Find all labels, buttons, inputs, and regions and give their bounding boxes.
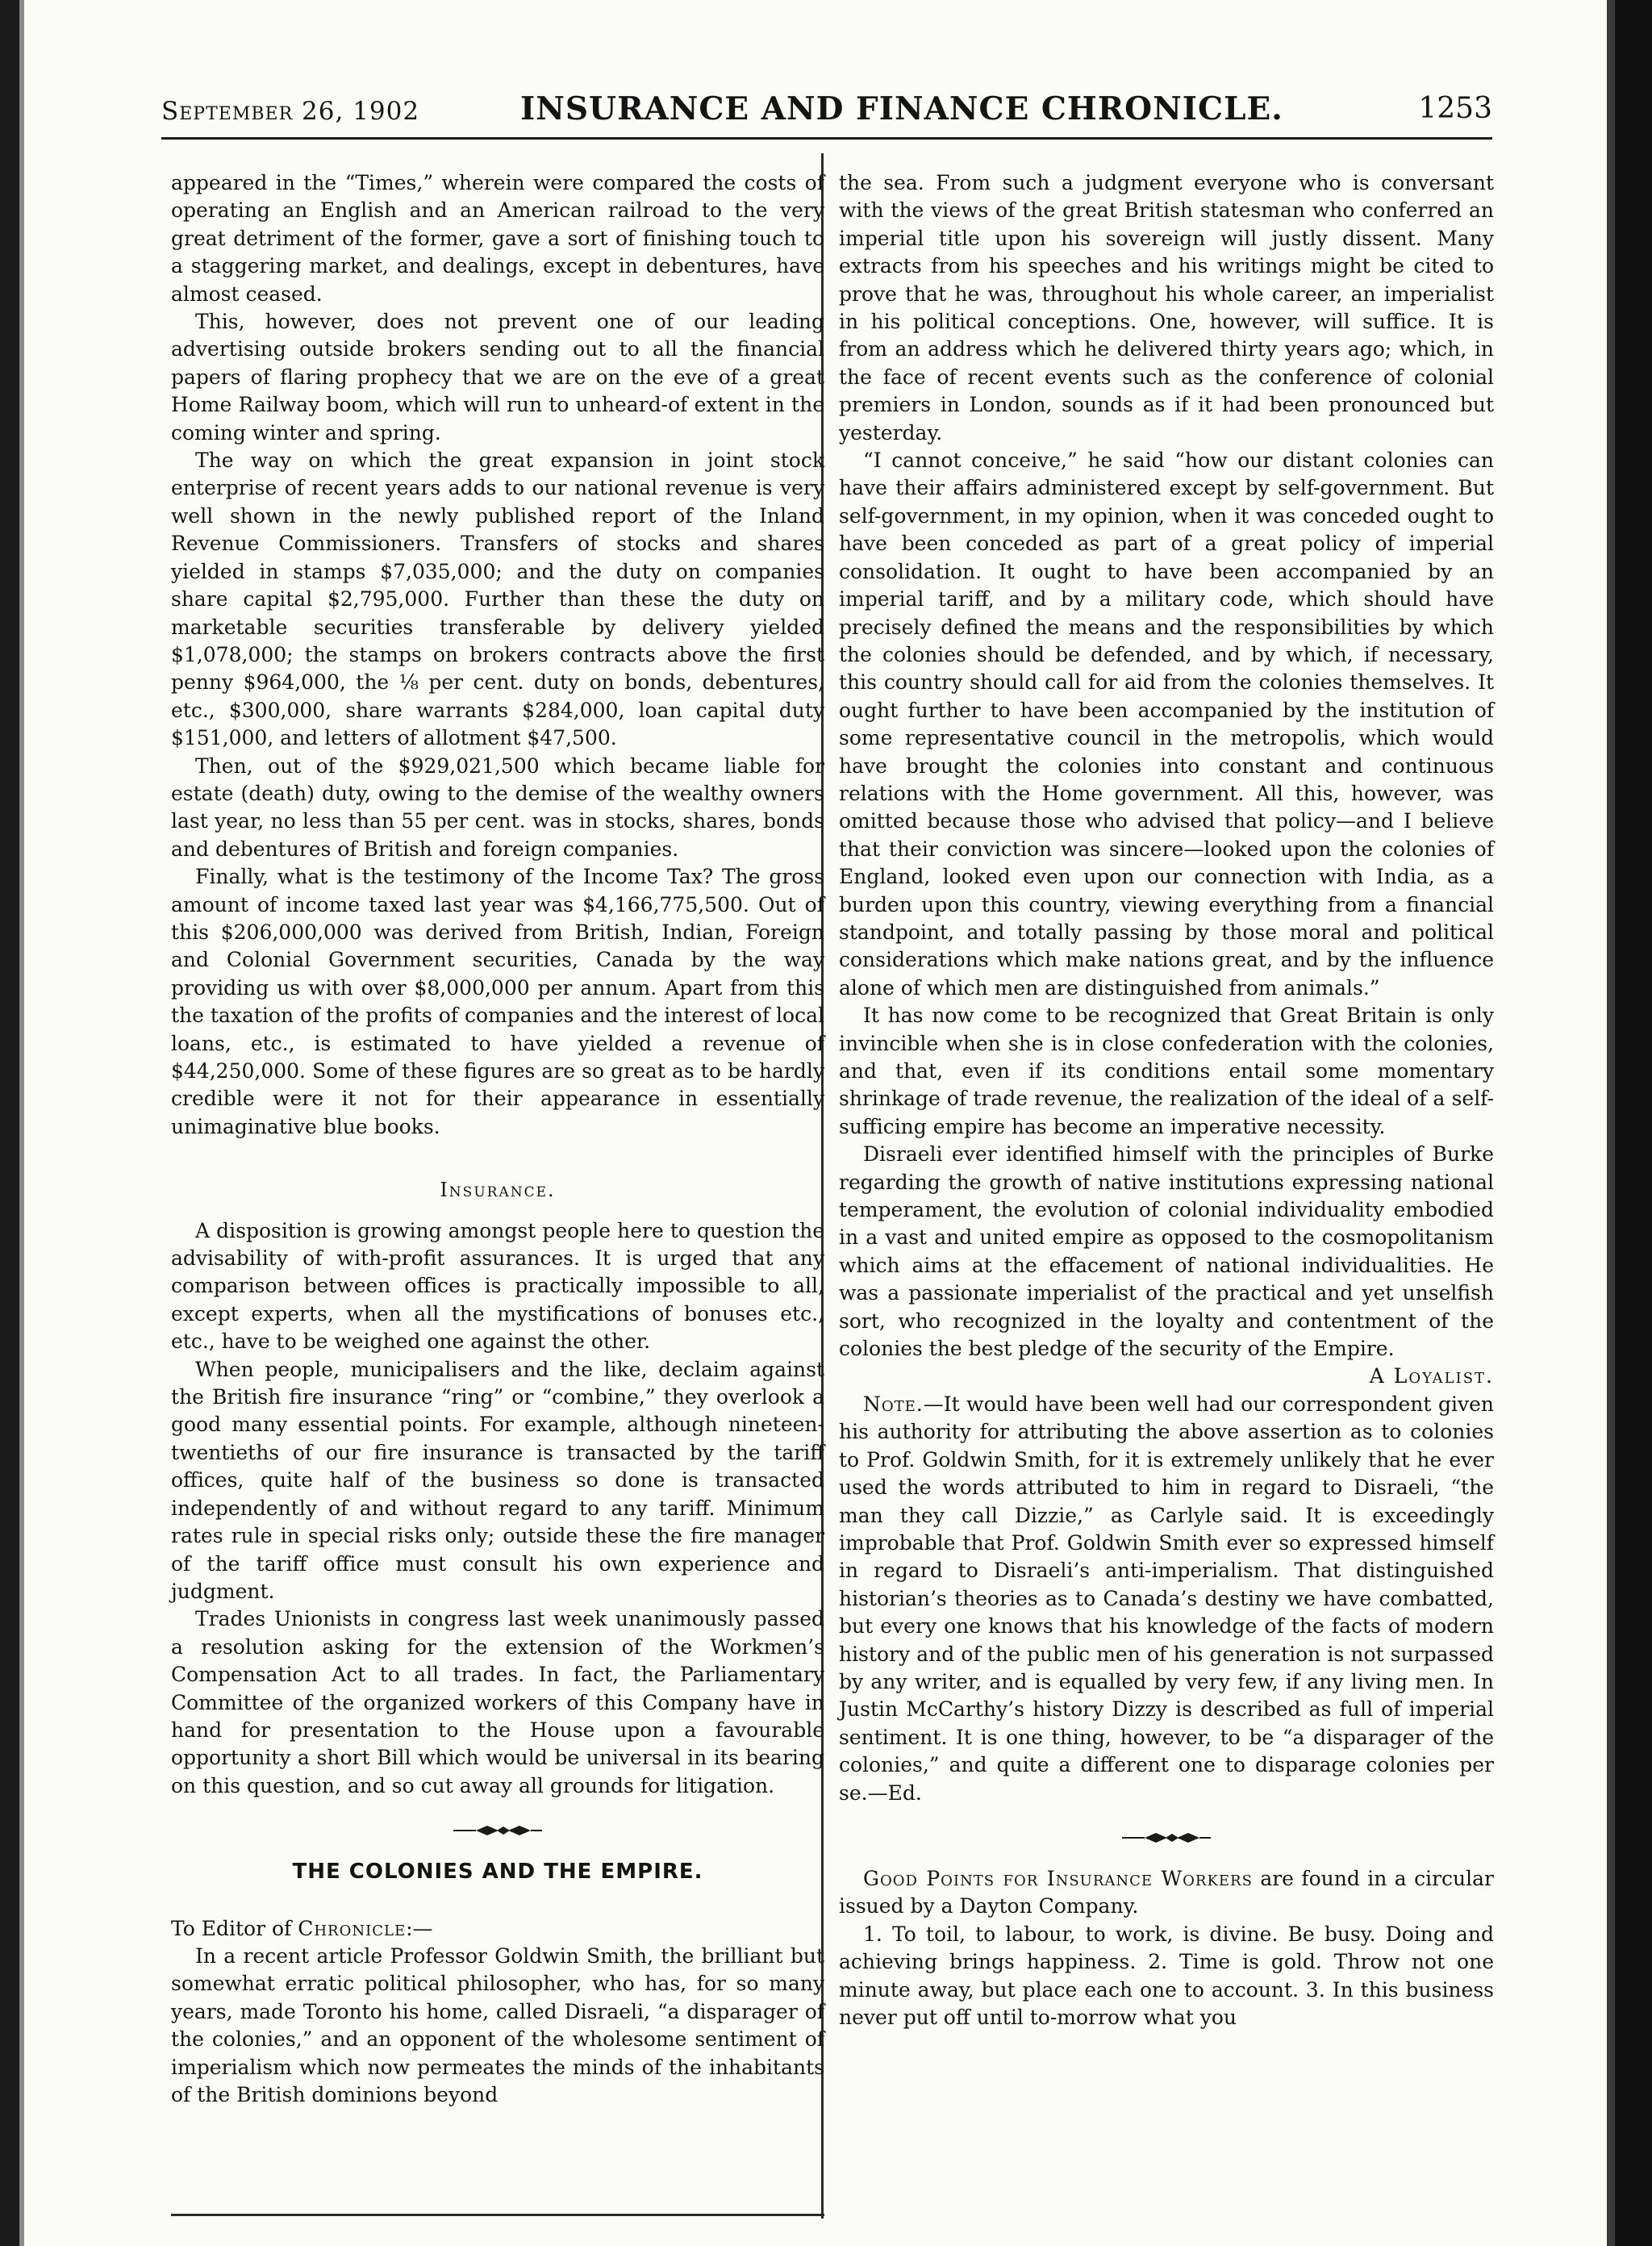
paragraph: It has now come to be recognized that Great Britain is only invincible when she is in close confederation with the colonies, and that, even if its conditions entail some momentary shrinkage of trade revenue, the realization of the ideal of a self-sufficing empire has become an imperative necessity. [839, 1004, 1494, 1138]
left-column [171, 169, 824, 2109]
note-text: —It would have been well had our correspondent given his authority for attributing the above assertion as to colonies to Prof. Goldwin Smith, for it is extremely unlikely that he ever used the words attributed to him in regard to Disraeli, “the man they call Dizzie,” as Carlyle said. It is exceedingly improbable that Prof. Goldwin Smith ever so expressed himself in regard to Disraeli’s anti-imperialism. That distinguished historian’s theories as to Canada’s destiny we have combatted, but every one knows that his knowledge of the facts of modern history and of the public men of his generation is not surpassed by any writer, and is equalled by very few, if any living men. In Justin McCarthy’s history Dizzy is described as full of imperial sentiment. It is one thing, however, to be “a disparager of the colonies,” and quite a different one to disparage colonies per se.—Ed. [839, 1392, 1494, 1805]
book-binding-edge [19, 0, 24, 2246]
editor-note [839, 1391, 1494, 1807]
ornament-icon [453, 1824, 542, 1837]
bottom-rule [171, 2214, 824, 2216]
paragraph: The way on which the great expansion in joint stock enterprise of recent years adds to our national revenue is very well shown in the newly published report of the Inland Revenue Commissioners. Transfers of stocks and shares yielded in stamps $7,035,000; and the duty on companies share capital $2,795,000. Further than these the duty on marketable securities transferable by delivery yielded $1,078,000; the stamps on brokers contracts above the first penny $964,000, the ⅛ per cent. duty on bonds, debentures, etc., $300,000, share warrants $284,000, loan capital duty $151,000, and letters of allotment $47,500. [171, 449, 824, 750]
page-header [161, 87, 1492, 136]
article-title: THE COLONIES AND THE EMPIRE. [292, 1860, 703, 1885]
salutation-suffix: :— [406, 1916, 433, 1940]
ornament-divider [839, 1831, 1494, 1844]
paragraph: When people, municipalisers and the like, declaim against the British fire insurance “ring” or “combine,” they overlook a good many essential points. For example, although nineteen-twentieths of our fire insurance is transacted by the tariff offices, quite half of the business so done is transacted independently of and without regard to any tariff. Minimum rates rule in special risks only; outside these the fire manager of the tariff office must consult his own experience and judgment. [171, 1357, 824, 1603]
header-date: September 26, 1902 [161, 97, 420, 126]
signature: A Loyalist. [1369, 1364, 1494, 1388]
page-edge [1615, 0, 1652, 2246]
header-rule [161, 137, 1492, 140]
note-label: Note. [863, 1392, 924, 1416]
paragraph: “I cannot conceive,” he said “how our distant colonies can have their affairs administered except by self-government. But self-government, in my opinion, when it was conceded ought to have been conceded as part of a great policy of imperial consolidation. It ought to have been accompanied by an imperial tariff, and by a military code, which should have precisely defined the means and the responsibilities by which the colonies should be defended, and by which, if necessary, this country should call for aid from the colonies themselves. It ought further to have been accompanied by the institution of some representative council in the metropolis, which would have brought the colonies into constant and continuous relations with the Home government. All this, however, was omitted because those who advised that policy—and I believe that their conviction was sincere—looked upon the colonies of England, looked even upon our connection with India, as a burden upon this country, viewing everything from a financial standpoint, and totally passing by those moral and political considerations which make nations great, and by the influence alone of which men are distinguished from animals.” [839, 449, 1494, 1000]
right-column [839, 169, 1494, 2031]
salutation-name: Chronicle [298, 1916, 407, 1940]
header-page-number: 1253 [1418, 92, 1492, 125]
book-binding-shadow [0, 0, 19, 2246]
insurance-heading: Insurance. [440, 1179, 556, 1202]
paragraph: This, however, does not prevent one of our leading advertising outside brokers sending out to all the financial papers of flaring prophecy that we are on the eve of a great Home Railway boom, which will run to unheard-of extent in the coming winter and spring. [171, 310, 824, 445]
page-edge-shadow [1607, 0, 1615, 2246]
good-points-rest: are found in a circular issued by a Dayton Company. [839, 1866, 1495, 1918]
paragraph: In a recent article Professor Goldwin Smith, the brilliant but somewhat erratic political philosopher, who has, for so many years, made Toronto his home, called Disraeli, “a disparager of the colonies,” and an opponent of the wholesome sentiment of imperialism which now permeates the minds of the inhabitants of the British dominions beyond [171, 1943, 824, 2106]
salutation [171, 1915, 824, 1943]
paragraph: appeared in the “Times,” wherein were compared the costs of operating an English and an American railroad to the very great detriment of the former, gave a sort of finishing touch to a staggering market, and dealings, except in debentures, have almost ceased. [171, 171, 824, 306]
paragraph: A disposition is growing amongst people here to question the advisability of with-profit assurances. It is urged that any comparison between offices is practically impossible to all, except experts, when all the mystifications of bonuses etc., etc., have to be weighed one against the other. [171, 1218, 824, 1354]
paragraph: Trades Unionists in congress last week unanimously passed a resolution asking for the extension of the Workmen’s Compensation Act to all trades. In fact, the Parliamentary Committee of the organized workers of this Company have in hand for presentation to the House upon a favourable opportunity a short Bill which would be universal in its bearing on this question, and so cut away all grounds for litigation. [171, 1607, 824, 1797]
ornament-icon [1122, 1831, 1211, 1844]
paragraph: Finally, what is the testimony of the Income Tax? The gross amount of income taxed last year was $4,166,775,500. Out of this $206,000,000 was derived from British, Indian, Foreign and Colonial Government securities, Canada by the way providing us with over $8,000,000 per annum. Apart from this the taxation of the profits of companies and the interest of local loans, etc., is estimated to have yielded a revenue of $44,250,000. Some of these figures are so great as to be hardly credible were it not for their appearance in essentially unimaginative blue books. [171, 865, 824, 1138]
good-points-lead: Good Points for Insurance Workers [863, 1866, 1253, 1890]
paragraph: Disraeli ever identified himself with the principles of Burke regarding the growth of native institutions expressing national temperament, the evolution of colonial individuality embodied in a vast and united empire as opposed to the cosmopolitanism which aims at the effacement of national individualities. He was a passionate imperialist of the practical and yet unselfish sort, who recognized in the loyalty and contentment of the colonies the best pledge of the security of the Empire. [839, 1142, 1494, 1361]
header-title: INSURANCE AND FINANCE CHRONICLE. [520, 90, 1283, 127]
salutation-prefix: To Editor of [171, 1916, 298, 1940]
good-points-intro [839, 1865, 1494, 1921]
ornament-divider [171, 1824, 824, 1837]
paragraph: Then, out of the $929,021,500 which became liable for estate (death) duty, owing to the demise of the wealthy owners last year, no less than 55 per cent. was in stocks, shares, bonds and debentures of British and foreign companies. [171, 754, 824, 861]
paragraph: the sea. From such a judgment everyone who is conversant with the views of the great British statesman who conferred an imperial title upon his sovereign will justly dissent. Many extracts from his speeches and his writings might be cited to prove that he was, throughout his whole career, an imperialist in his political conceptions. One, however, will suffice. It is from an address which he delivered thirty years ago; which, in the face of recent events such as the conference of colonial premiers in London, sounds as if it had been pronounced but yesterday. [839, 171, 1494, 445]
good-points-list: 1. To toil, to labour, to work, is divine. Be busy. Doing and achieving brings happiness. 2. Time is gold. Throw not one minute away, but place each one to account. 3. In this business never put off until to-morrow what you [839, 1922, 1494, 2029]
